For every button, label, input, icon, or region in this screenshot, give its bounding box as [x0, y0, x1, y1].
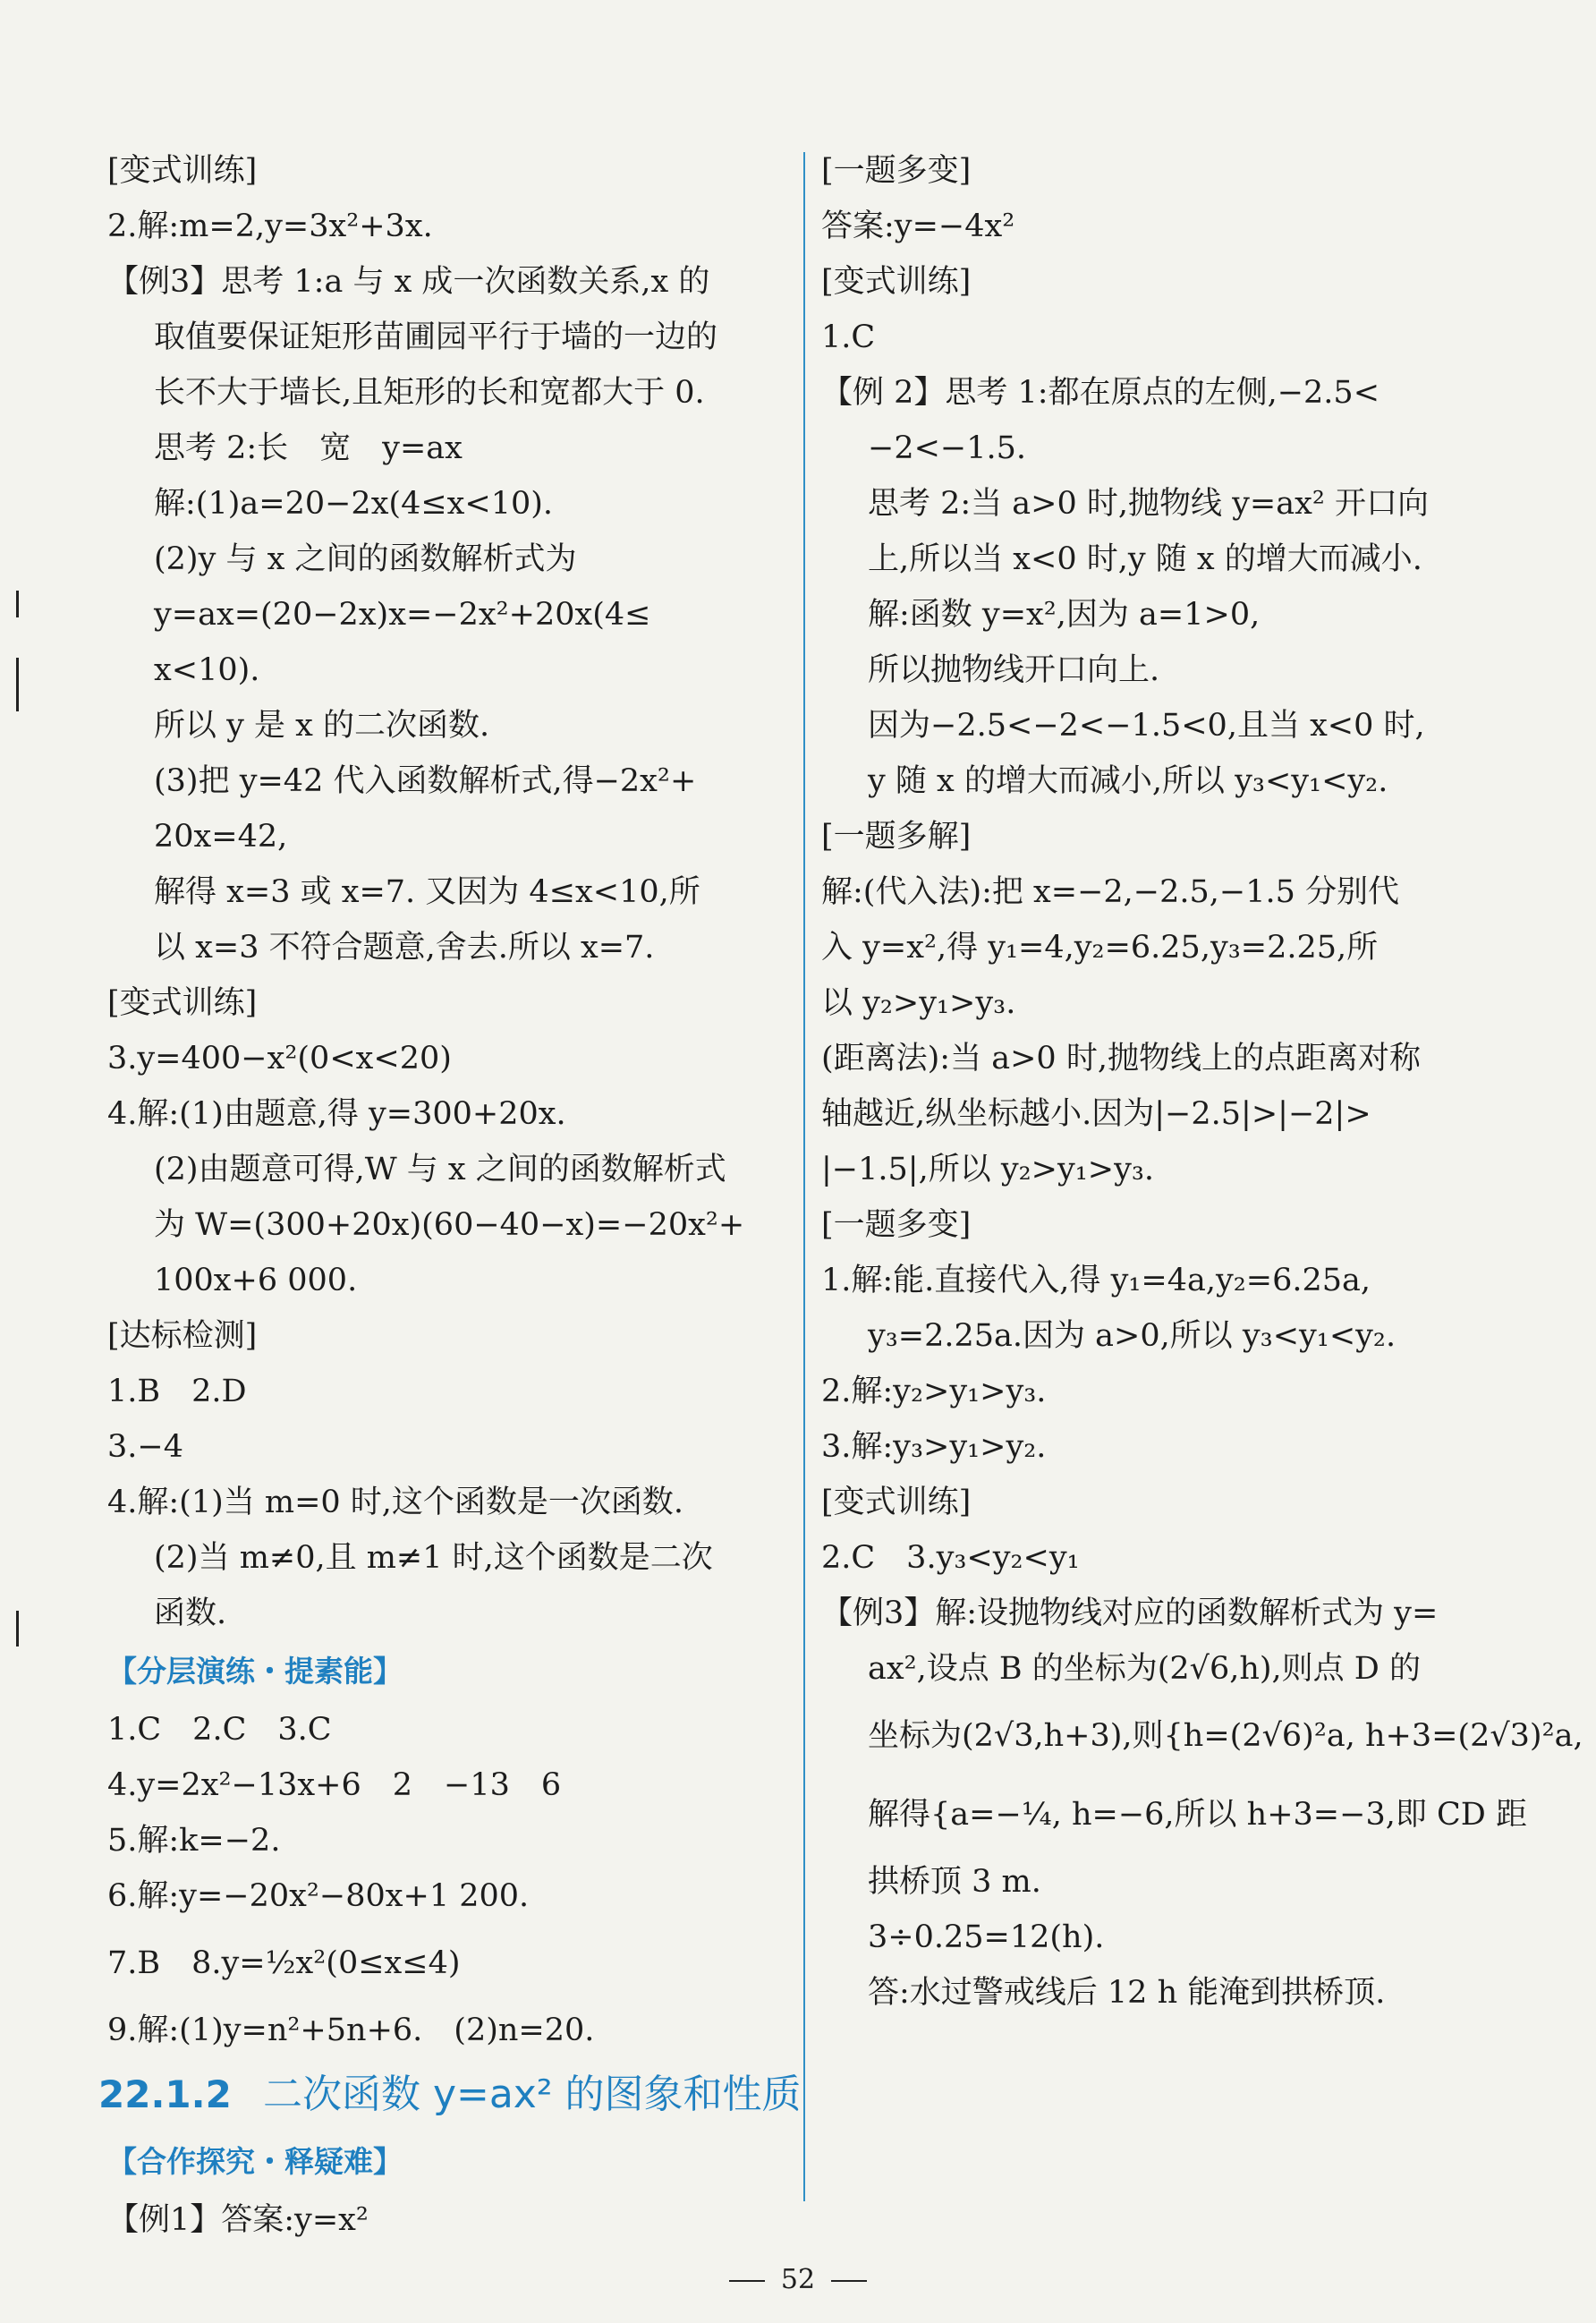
text-line: 答案:y=−4x² [821, 208, 1015, 244]
text-line: 上,所以当 x<0 时,y 随 x 的增大而减小. [868, 541, 1422, 577]
text-line: y=ax=(20−2x)x=−2x²+20x(4≤ [154, 597, 651, 633]
page-number: 52 [780, 2264, 816, 2295]
text-line: 以 x=3 不符合题意,舍去.所以 x=7. [154, 930, 655, 966]
text-line: 解得 x=3 或 x=7. 又因为 4≤x<10,所 [154, 874, 700, 910]
text-line: 5.解:k=−2. [107, 1823, 281, 1859]
text-line: ax²,设点 B 的坐标为(2√6,h),则点 D 的 [868, 1651, 1421, 1687]
text-line: 【例3】思考 1:a 与 x 成一次函数关系,x 的 [107, 264, 710, 300]
text-line: 因为−2.5<−2<−1.5<0,且当 x<0 时, [868, 708, 1425, 744]
footer-dash [729, 2280, 765, 2282]
text-line: [变式训练] [821, 1485, 972, 1520]
text-line: 拱桥顶 3 m. [868, 1864, 1041, 1900]
left-column [98, 143, 802, 2248]
text-line: [变式训练] [107, 985, 258, 1021]
text-line: [一题多解] [821, 819, 972, 855]
text-line: 3÷0.25=12(h). [868, 1919, 1105, 1955]
text-line: (2)当 m≠0,且 m≠1 时,这个函数是二次 [154, 1540, 713, 1576]
text-line: x<10). [154, 652, 260, 688]
text-line: 2.解:m=2,y=3x²+3x. [107, 208, 433, 244]
text-line: 4.解:(1)当 m=0 时,这个函数是一次函数. [107, 1485, 684, 1520]
text-line: 所以抛物线开口向上. [868, 652, 1160, 688]
text-line: 【例1】答案:y=x² [107, 2202, 369, 2238]
text-line: 长不大于墙长,且矩形的长和宽都大于 0. [154, 375, 705, 411]
text-line: 解:(1)a=20−2x(4≤x<10). [154, 486, 554, 522]
column-divider [803, 152, 805, 2201]
text-line: 7.B 8.y=½x²(0≤x≤4) [107, 1945, 461, 1981]
text-line: [一题多变] [821, 153, 972, 189]
page-footer [0, 2264, 1596, 2295]
right-column [821, 143, 1583, 2021]
section-number: 22.1.2 [98, 2072, 232, 2116]
text-line: 3.解:y₃>y₁>y₂. [821, 1429, 1047, 1465]
text-line: (2)y 与 x 之间的函数解析式为 [154, 541, 577, 577]
margin-mark [16, 591, 19, 617]
text-line: 1.B 2.D [107, 1374, 247, 1409]
text-line: 以 y₂>y₁>y₃. [821, 985, 1016, 1021]
text-line: (2)由题意可得,W 与 x 之间的函数解析式 [154, 1152, 726, 1187]
text-line: (距离法):当 a>0 时,抛物线上的点距离对称 [821, 1041, 1421, 1076]
text-line: 解:函数 y=x²,因为 a=1>0, [868, 597, 1261, 633]
text-line: 20x=42, [154, 819, 288, 855]
margin-mark [16, 1611, 19, 1647]
text-line: 9.解:(1)y=n²+5n+6. (2)n=20. [107, 2012, 595, 2048]
text-line: (3)把 y=42 代入函数解析式,得−2x²+ [154, 763, 697, 799]
text-line: 函数. [154, 1595, 227, 1631]
section-title [98, 2058, 802, 2132]
text-line: 4.y=2x²−13x+6 2 −13 6 [107, 1767, 562, 1803]
text-line: y 随 x 的增大而减小,所以 y₃<y₁<y₂. [868, 763, 1388, 799]
text-line: 1.C 2.C 3.C [107, 1712, 332, 1748]
section-title-text: 二次函数 y=ax² 的图象和性质 [262, 2072, 802, 2117]
text-line: 1.解:能.直接代入,得 y₁=4a,y₂=6.25a, [821, 1263, 1371, 1298]
margin-mark [16, 658, 19, 711]
text-line: 思考 2:长 宽 y=ax [154, 430, 463, 466]
text-line: 解得{a=−¼, h=−6,所以 h+3=−3,即 CD 距 [868, 1797, 1527, 1833]
text-line: 答:水过警戒线后 12 h 能淹到拱桥顶. [868, 1975, 1386, 2011]
text-line: [达标检测] [107, 1318, 258, 1354]
text-line: 思考 2:当 a>0 时,抛物线 y=ax² 开口向 [868, 486, 1430, 522]
text-line: 3.−4 [107, 1429, 183, 1465]
text-line: 入 y=x²,得 y₁=4,y₂=6.25,y₃=2.25,所 [821, 930, 1379, 966]
text-line: [一题多变] [821, 1207, 972, 1243]
text-line: 4.解:(1)由题意,得 y=300+20x. [107, 1096, 566, 1132]
text-line: 2.解:y₂>y₁>y₃. [821, 1374, 1047, 1409]
text-line: y₃=2.25a.因为 a>0,所以 y₃<y₁<y₂. [868, 1318, 1396, 1354]
text-line: 3.y=400−x²(0<x<20) [107, 1041, 452, 1076]
text-line: 解:(代入法):把 x=−2,−2.5,−1.5 分别代 [821, 874, 1400, 910]
text-line: 坐标为(2√3,h+3),则{h=(2√6)²a, h+3=(2√3)²a, [868, 1718, 1583, 1754]
text-line: |−1.5|,所以 y₂>y₁>y₃. [821, 1152, 1155, 1187]
text-line: 【例 2】思考 1:都在原点的左侧,−2.5< [821, 375, 1380, 411]
text-line: 轴越近,纵坐标越小.因为|−2.5|>|−2|> [821, 1096, 1371, 1132]
footer-dash [831, 2280, 867, 2282]
text-line: −2<−1.5. [868, 430, 1027, 466]
section-heading: 【分层演练・提素能】 [107, 1654, 403, 1689]
text-line: 6.解:y=−20x²−80x+1 200. [107, 1878, 530, 1914]
text-line: [变式训练] [107, 153, 258, 189]
text-line: 1.C [821, 319, 876, 355]
section-heading: 【合作探究・释疑难】 [107, 2144, 403, 2179]
text-line: 所以 y 是 x 的二次函数. [154, 708, 490, 744]
text-line: 2.C 3.y₃<y₂<y₁ [821, 1540, 1080, 1576]
text-line: 取值要保证矩形苗圃园平行于墙的一边的 [154, 319, 718, 355]
text-line: [变式训练] [821, 264, 972, 300]
text-line: 100x+6 000. [154, 1263, 358, 1298]
text-line: 【例3】解:设抛物线对应的函数解析式为 y= [821, 1595, 1439, 1631]
text-line: 为 W=(300+20x)(60−40−x)=−20x²+ [154, 1207, 745, 1243]
